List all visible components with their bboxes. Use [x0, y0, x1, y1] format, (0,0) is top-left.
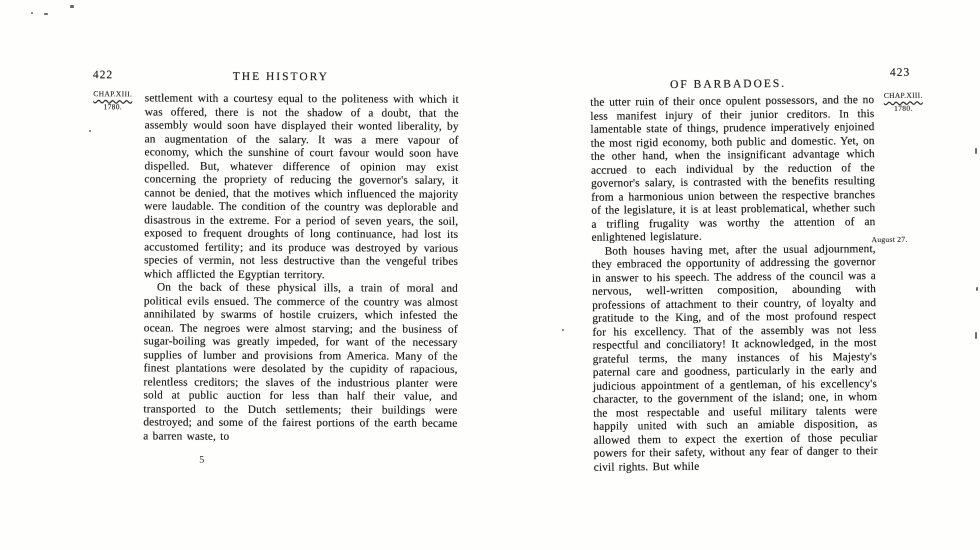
- right-body-text: [590, 94, 878, 475]
- right-page-number: 423: [889, 66, 911, 79]
- year-label: 1780.: [103, 102, 122, 112]
- right-margin-note: [868, 90, 938, 113]
- body-paragraph: the utter ruin of their once opulent possessors, and the no less manifest injury of their junior creditors. In this lamentable state of things, prudence imperatively enjoined the most rigid economy, both public and domestic. Yet, on the other hand, when the insignificant advantage which accrued to each individual by the reduction of the governor's salary, is contrasted with the benefits resulting from a harmonious union between the respective branches of the legislature, it is at least problematical, whether such a trifling frugality was worthy the attention of an enlightened legislature.: [590, 94, 876, 244]
- left-body-text: [143, 92, 459, 444]
- body-paragraph: settlement with a courtesy equal to the politeness with which it was offered, there is not the shadow of a doubt, that the assembly would soon have displayed their wonted liberality, by an augmentation of the salary. It was a mere vapour of economy, which the sunshine of court favour would soon have dispelled. But, whatever difference of opinion may exist concerning the propriety of reducing the governor's salary, it cannot be denied, that the motives which influenced the majority were laudable. The condition of the country was deplorable and disastrous in the extreme. For a period of seven years, the soil, exposed to frequent droughts of long continuance, had lost its accustomed fertility; and its produce was destroyed by various species of vermin, not less destructive than the vengeful tribes which afflicted the Egyptian territory.: [143, 92, 459, 281]
- chapter-label: CHAP.XIII.: [883, 90, 923, 100]
- body-paragraph: Both houses having met, after the usual adjournment, they embraced the opportunity of addressing the governor in answer to his speech. The address of the council was a nervous, well-written composition, abounding with professions of attachment to their country, of loyalty and gratitude to the King, and of the most profound respect for his excellency. That of the assembly was not less respectful and conciliatory! It acknowledged, in the most grateful terms, the many instances of his Majesty's paternal care and goodness, particularly in the early and judicious appointment of a gentleman, of his excellency's character, to the government of the island; one, in whom the most respectable and useful military talents were happily united with such an amiable disposition, as allowed them to expect the exertion of those peculiar powers for their safety, without any fear of danger to their civil rights. But while: [591, 242, 878, 474]
- scan-speck: [44, 13, 48, 15]
- scan-speck: [70, 5, 74, 8]
- left-margin-note: [83, 89, 143, 111]
- scan-speck: [31, 12, 33, 14]
- right-page: [568, 50, 980, 514]
- left-running-title: THE HISTORY: [232, 70, 330, 84]
- chapter-label: CHAP.XIII.: [93, 89, 133, 99]
- signature-mark: 5: [199, 454, 205, 466]
- year-label: 1780.: [894, 103, 913, 113]
- scan-speck: [562, 329, 564, 331]
- right-running-title: OF BARBADOES.: [669, 77, 787, 91]
- date-margin-note: August 27.: [871, 234, 908, 245]
- left-page: [79, 59, 481, 501]
- body-paragraph: On the back of these physical ills, a train of moral and political evils ensued. The commerce of the country was almost annihilated by swarms of hostile cruizers, which infested the ocean. The negroes were almost starving; and the business of sugar-boiling was greatly impeded, for want of the necessary supplies of lumber and provisions from America. Many of the finest plantations were desolated by the cupidity of rapacious, relentless creditors; the slaves of the industrious planter were sold at public auction for less than half their value, and transported to the Dutch settlements; their buildings were destroyed; and some of the fairest portions of the earth became a barren waste, to: [143, 281, 458, 443]
- left-page-number: 422: [92, 69, 114, 82]
